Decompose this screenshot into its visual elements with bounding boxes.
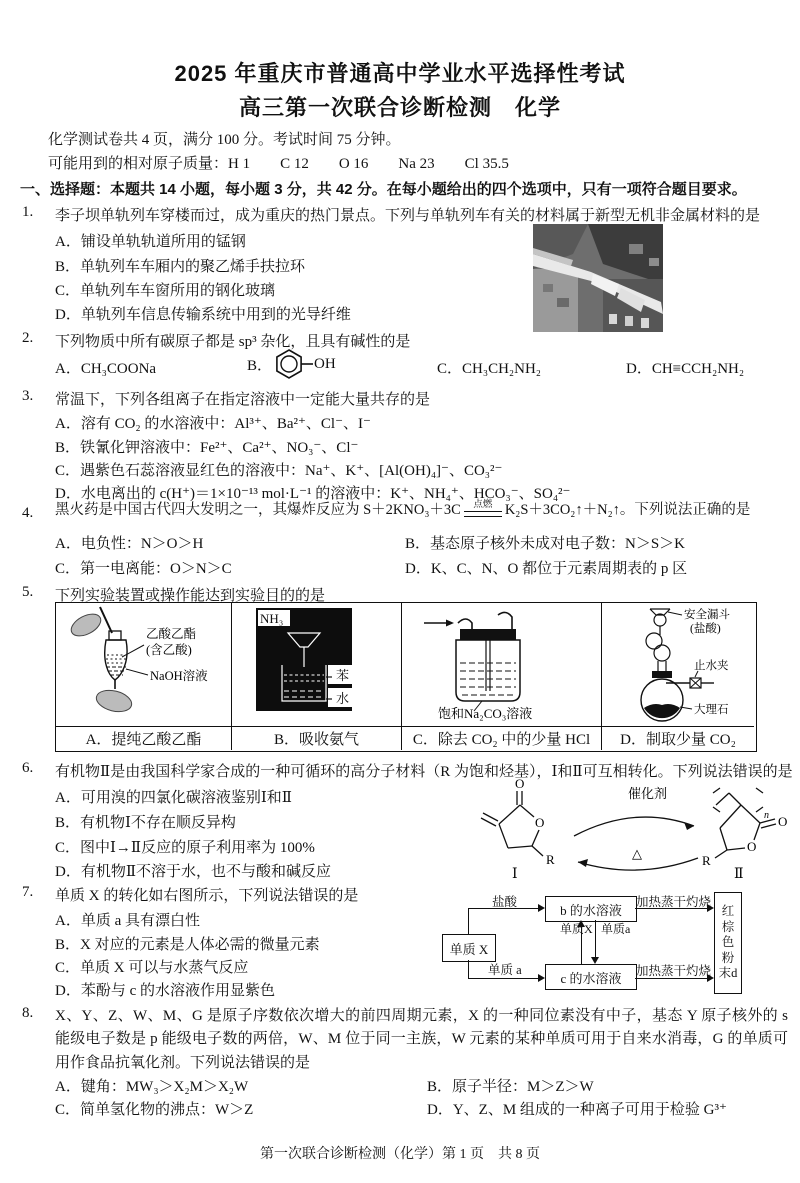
q2-option-d: D．CH≡CCH₂NH₂ bbox=[626, 361, 745, 377]
ignite-condition bbox=[464, 500, 502, 517]
flow-arrow-down bbox=[591, 957, 599, 964]
flow-arrow-right bbox=[538, 974, 545, 982]
liziba-monorail-photo bbox=[533, 224, 663, 337]
exam-info-line1: 化学测试卷共 4 页，满分 100 分。考试时间 75 分钟。 bbox=[48, 132, 401, 148]
flow-label-heat-1: 加热蒸干灼烧 bbox=[636, 895, 712, 909]
q5-a-note2: (含乙酸) bbox=[146, 643, 192, 657]
q5-label-a: A．提纯乙酸乙酯 bbox=[56, 726, 231, 750]
atomic-mass-line: 可能用到的相对原子质量：H 1 C 12 O 16 Na 23 Cl 35.5 bbox=[48, 156, 509, 172]
q3-option-b: B．铁氰化钾溶液中：Fe²⁺、Ca²⁺、NO₃⁻、Cl⁻ bbox=[55, 440, 359, 456]
flow-label-simple-a: 单质 a bbox=[488, 963, 522, 977]
q3-stem: 常温下，下列各组离子在指定溶液中一定能大量共存的是 bbox=[55, 392, 431, 408]
flow-line bbox=[595, 920, 596, 958]
flow-box-b-solution: b 的水溶液 bbox=[545, 896, 637, 922]
r-group-1: R bbox=[546, 852, 555, 867]
q1-number: 1. bbox=[22, 204, 34, 220]
q1-option-a: A．铺设单轨轨道所用的锰钢 bbox=[55, 234, 246, 250]
q5-apparatus-table bbox=[55, 602, 757, 752]
flow-label-x-vertical: 单质X bbox=[560, 922, 593, 936]
q6-number: 6. bbox=[22, 760, 34, 776]
flow-line bbox=[468, 978, 538, 979]
q5-a-note3: NaOH溶液 bbox=[150, 669, 208, 683]
flow-label-hcl: 盐酸 bbox=[492, 895, 518, 909]
q8-option-b: B．原子半径：M＞Z＞W bbox=[427, 1079, 594, 1095]
carbonyl-o-1: O bbox=[515, 778, 525, 791]
q5-number: 5. bbox=[22, 584, 34, 600]
q7-option-c: C．单质 X 可以与水蒸气反应 bbox=[55, 960, 249, 976]
q8-number: 8. bbox=[22, 1005, 34, 1021]
page-footer: 第一次联合诊断检测（化学）第 1 页 共 8 页 bbox=[260, 1147, 540, 1162]
q8-option-d: D．Y、Z、M 组成的一种离子可用于检验 G³⁺ bbox=[427, 1102, 727, 1118]
q4-option-d: D．K、C、N、O 都位于元素周期表的 p 区 bbox=[405, 561, 688, 577]
exam-title-line2: 高三第一次联合诊断检测 化学 bbox=[238, 95, 561, 120]
q5-label-b: B．吸收氨气 bbox=[231, 726, 401, 750]
double-line-equals bbox=[464, 511, 502, 517]
exam-title-line1: 2025 年重庆市普通高中学业水平选择性考试 bbox=[174, 61, 626, 86]
q5-stem: 下列实验装置或操作能达到实验目的的是 bbox=[55, 588, 326, 604]
q8-option-a: A．键角：MW₃＞X₂M＞X₂W bbox=[55, 1079, 249, 1095]
q5-b-benzene-label: 苯 bbox=[336, 668, 350, 683]
q5-label-d: D．制取少量 CO₂ bbox=[601, 726, 754, 750]
q4-stem bbox=[55, 498, 750, 519]
q4-stem-post: K₂S＋3CO₂↑＋N₂↑。下列说法正确的是 bbox=[504, 502, 751, 518]
compound-1-label: Ⅰ bbox=[512, 867, 518, 880]
q1-option-c: C．单轨列车车窗所用的钢化玻璃 bbox=[55, 283, 276, 299]
q2-option-a: A．CH₃COONa bbox=[55, 361, 157, 377]
delta-label: △ bbox=[632, 846, 642, 861]
flow-label-a-vertical: 单质a bbox=[601, 922, 631, 936]
q4-stem-pre: 黑火药是中国古代四大发明之一，其爆炸反应为 S＋2KNO₃＋3C bbox=[55, 502, 461, 518]
carbonyl-o-2: O bbox=[778, 814, 788, 829]
q5-b-water-label: 水 bbox=[336, 691, 350, 706]
flow-box-red-brown-powder: 红棕色粉末d bbox=[714, 892, 742, 994]
q4-option-b: B．基态原子核外未成对电子数：N＞S＞K bbox=[405, 536, 686, 552]
q7-stem: 单质 X 的转化如右图所示，下列说法错误的是 bbox=[55, 888, 359, 904]
q5-b-gas-label: NH₃ bbox=[260, 611, 284, 626]
q6-option-d: D．有机物Ⅱ不溶于水，也不与酸和碱反应 bbox=[55, 864, 332, 880]
q6-option-b: B．有机物Ⅰ不存在顺反异构 bbox=[55, 815, 236, 831]
q7-option-b: B．X 对应的元素是人体必需的微量元素 bbox=[55, 937, 320, 953]
q5-d-note1: 安全漏斗 bbox=[684, 609, 730, 621]
r-group-2: R bbox=[702, 853, 711, 868]
q2-option-b bbox=[247, 348, 336, 380]
q3-option-d: D．水电离出的 c(H⁺)＝1×10⁻¹³ mol·L⁻¹ 的溶液中：K⁺、NH₄⁺、HCO₃⁻、SO₄²⁻ bbox=[55, 486, 571, 502]
q7-option-a: A．单质 a 具有漂白性 bbox=[55, 913, 200, 929]
q4-number: 4. bbox=[22, 505, 34, 521]
q7-flowchart bbox=[440, 890, 745, 994]
q4-option-a: A．电负性：N＞O＞H bbox=[55, 536, 204, 552]
q5-label-c: C．除去 CO₂ 中的少量 HCl bbox=[401, 726, 601, 750]
compound-2-label: Ⅱ bbox=[734, 867, 744, 880]
ring-o-2: O bbox=[747, 839, 757, 854]
flow-label-heat-2: 加热蒸干灼烧 bbox=[636, 964, 712, 978]
q2-option-b-suffix: OH bbox=[314, 355, 336, 372]
q3-number: 3. bbox=[22, 388, 34, 404]
q5-cell-d-diagram bbox=[601, 603, 754, 726]
flow-line bbox=[468, 960, 469, 978]
q1-stem: 李子坝单轨列车穿楼而过，成为重庆的热门景点。下列与单轨列车有关的材料属于新型无机非金属材料的是 bbox=[55, 208, 761, 224]
q3-option-a: A．溶有 CO₂ 的水溶液中：Al³⁺、Ba²⁺、Cl⁻、I⁻ bbox=[55, 416, 371, 432]
q6-option-a: A．可用溴的四氯化碳溶液鉴别Ⅰ和Ⅱ bbox=[55, 790, 292, 806]
q5-d-note3: 止水夹 bbox=[694, 660, 729, 672]
n-subscript: n bbox=[764, 810, 769, 821]
q5-a-note1: 乙酸乙酯 bbox=[146, 627, 197, 641]
q2-option-c: C．CH₃CH₂NH₂ bbox=[437, 361, 542, 377]
q7-option-d: D．苯酚与 c 的水溶液作用显紫色 bbox=[55, 983, 275, 999]
q5-c-note: 饱和Na₂CO₃溶液 bbox=[438, 706, 533, 721]
q1-option-d: D．单轨列车信息传输系统中用到的光导纤维 bbox=[55, 307, 351, 323]
q2-stem: 下列物质中所有碳原子都是 sp³ 杂化，且具有碱性的是 bbox=[55, 334, 411, 350]
flow-line bbox=[468, 908, 469, 934]
ring-o-1: O bbox=[535, 815, 545, 830]
q3-option-c: C．遇紫色石蕊溶液显红色的溶液中：Na⁺、K⁺、[Al(OH)₄]⁻、CO₃²⁻ bbox=[55, 463, 503, 479]
flow-box-c-solution: c 的水溶液 bbox=[545, 964, 637, 990]
phenol-ring-icon bbox=[273, 348, 313, 380]
flow-arrow-right bbox=[538, 904, 545, 912]
q6-stem: 有机物Ⅱ是由我国科学家合成的一种可循环的高分子材料（R 为饱和烃基），Ⅰ和Ⅱ可互相转化。下列说法错误的是 bbox=[55, 764, 793, 780]
q4-option-c: C．第一电离能：O＞N＞C bbox=[55, 561, 232, 577]
q2-option-b-label: B． bbox=[247, 357, 273, 374]
q5-d-note4: 大理石 bbox=[694, 704, 729, 716]
flow-box-substance-x: 单质 X bbox=[442, 934, 496, 962]
q5-cell-b-diagram bbox=[231, 603, 401, 726]
q5-cell-a-diagram bbox=[56, 603, 231, 726]
q6-option-c: C．图中Ⅰ→Ⅱ反应的原子利用率为 100% bbox=[55, 840, 315, 856]
section-heading: 一、选择题：本题共 14 小题，每小题 3 分，共 42 分。在每小题给出的四个选项中，只有一项符合题目要求。 bbox=[20, 181, 747, 198]
q5-d-note2: (盐酸) bbox=[690, 623, 721, 635]
q6-structure-diagram bbox=[470, 778, 788, 885]
catalyst-label: 催化剂 bbox=[628, 786, 668, 801]
q8-option-c: C．简单氢化物的沸点：W＞Z bbox=[55, 1102, 254, 1118]
q2-number: 2. bbox=[22, 330, 34, 346]
q7-number: 7. bbox=[22, 884, 34, 900]
q1-option-b: B．单轨列车车厢内的聚乙烯手扶拉环 bbox=[55, 259, 306, 275]
ignite-label: 点燃 bbox=[473, 500, 493, 510]
q5-cell-c-diagram bbox=[401, 603, 601, 726]
q8-stem: X、Y、Z、W、M、G 是原子序数依次增大的前四周期元素，X 的一种同位素没有中子，基态 Y 原子核外的 s 能级电子数是 p 能级电子数的两倍，W、M 位于同一主族，W 元素的某种单质可用于自来水消毒，G 的单质可用作食品抗氧化剂。下列说法错误的是 bbox=[55, 1008, 788, 1071]
